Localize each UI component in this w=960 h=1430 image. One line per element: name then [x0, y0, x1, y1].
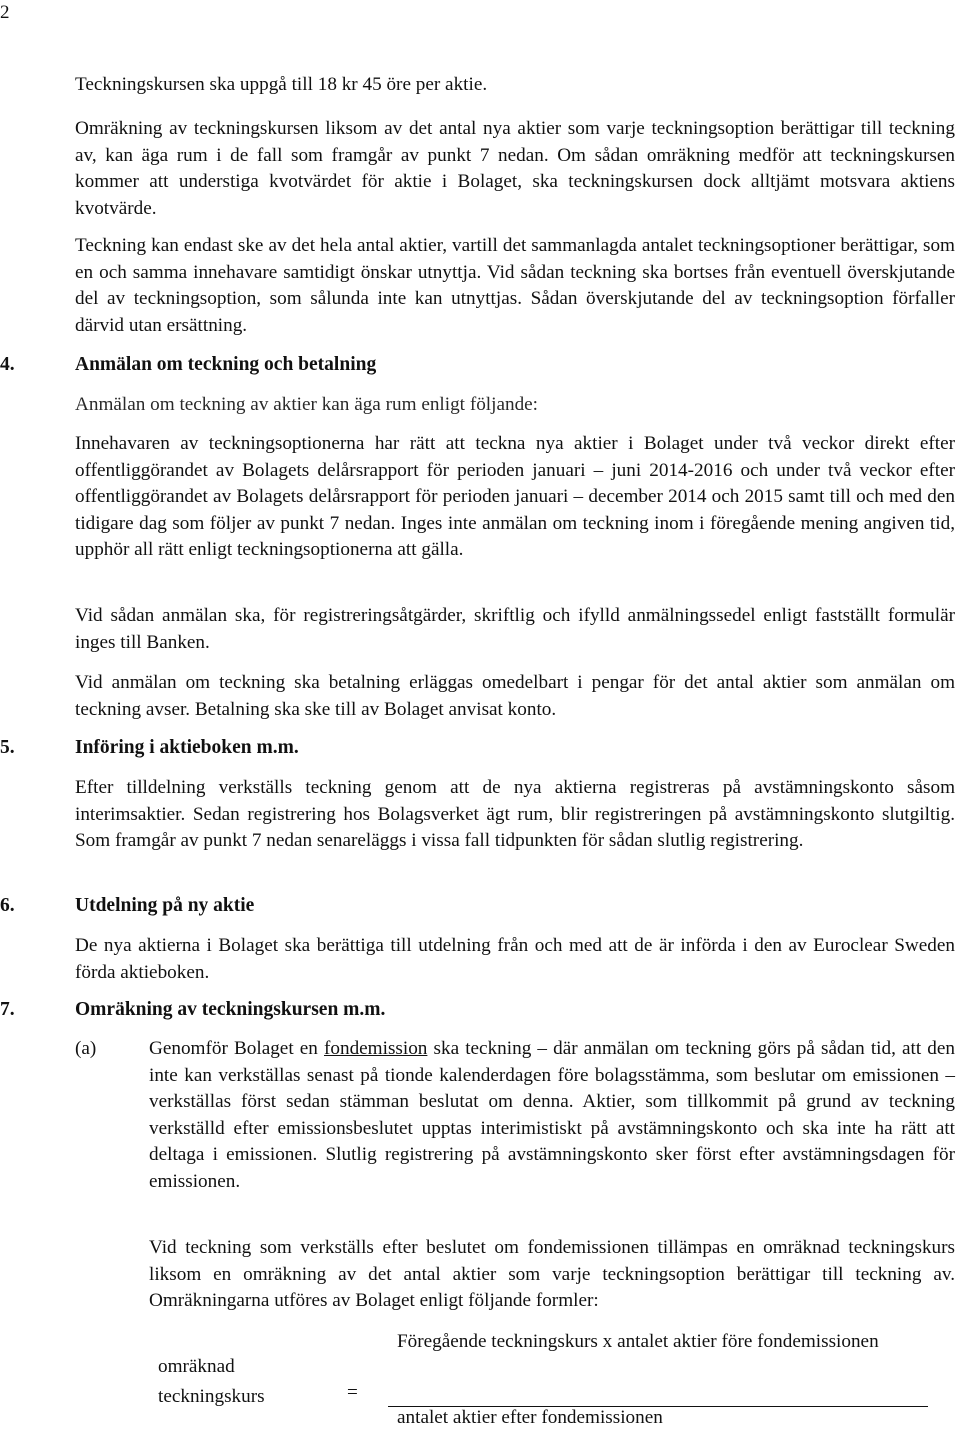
formula-left-side [158, 1352, 265, 1412]
fondemission-term: fondemission [324, 1038, 428, 1059]
subsection-a-text-start: Genomför Bolaget en [149, 1038, 324, 1059]
section-4-intro: Anmälan om teckning av aktier kan äga rum enligt följande: [75, 394, 539, 415]
section-4-paragraph-2: Vid sådan anmälan ska, för registreringsåtgärder, skriftlig och ifylld anmälningssedel enligt fastställt formulär inges till Banken. [75, 605, 955, 653]
section-7-number: 7. [0, 999, 15, 1020]
formula-left-line-2: teckningskurs [158, 1386, 265, 1407]
formula-left-line-1: omräknad [158, 1356, 235, 1377]
page-number: 2 [0, 2, 10, 23]
subsection-a-label: (a) [75, 1038, 97, 1059]
section-5-heading: Införing i aktieboken m.m. [75, 737, 299, 758]
section-6-number: 6. [0, 895, 15, 916]
paragraph-recalculation: Omräkning av teckningskursen liksom av det antal nya aktier som varje teckningsoption berättigar till teckning av, kan äga rum i de fall som framgår av punkt 7 nedan. Om sådan omräkning medför att teckningskursen kommer att understiga kvotvärdet för aktie i Bolaget, ska teckningskursen dock alltjämt motsvara aktiens kvotvärde. [75, 118, 955, 219]
paragraph-subscription-price: Teckningskursen ska uppgå till 18 kr 45 öre per aktie. [75, 74, 488, 95]
section-4-heading: Anmälan om teckning och betalning [75, 354, 377, 375]
section-5-paragraph: Efter tilldelning verkställs teckning genom att de nya aktierna registreras på avstämningskonto såsom interimsaktier. Sedan registrering hos Bolagsverket ägt rum, blir registreringen på avstämningskonto slutgiltig. Som framgår av punkt 7 nedan senareläggs i vissa fall tidpunkten för sådan slutlig registrering. [75, 777, 955, 851]
section-5-number: 5. [0, 737, 15, 758]
subsection-a-paragraph-1 [149, 1036, 955, 1195]
section-4-paragraph-1: Innehavaren av teckningsoptionerna har rätt att teckna nya aktier i Bolaget under två veckor direkt efter offentliggörandet av Bolagets delårsrapport för perioden januari – juni 2014-2016 och under två veckor efter offentliggörandet av Bolagets delårsrapport för perioden januari – december 2014 och 2015 samt till och med den tidigare dag som följer av punkt 7 nedan. Inges inte anmälan om teckning inom i föregående mening angiven tid, upphör all rätt enligt teckningsoptionerna att gälla. [75, 433, 955, 560]
section-6-heading: Utdelning på ny aktie [75, 895, 255, 916]
paragraph-whole-shares: Teckning kan endast ske av det hela antal aktier, vartill det sammanlagda antalet teckningsoptioner berättigar, som en och samma innehavare samtidigt önskar utnyttja. Vid sådan teckning ska bortses från eventuell överskjutande del av teckningsoption, som sålunda inte kan utnyttjas. Sådan överskjutande del av teckningsoption förfaller därvid utan ersättning. [75, 235, 955, 336]
formula-numerator: Föregående teckningskurs x antalet aktier före fondemissionen [397, 1331, 879, 1352]
section-7-heading: Omräkning av teckningskursen m.m. [75, 999, 386, 1020]
section-4-paragraph-3: Vid anmälan om teckning ska betalning erläggas omedelbart i pengar för det antal aktier som anmälan om teckning avser. Betalning ska ske till av Bolaget anvisat konto. [75, 672, 955, 720]
subsection-a-text-rest: ska teckning – där anmälan om teckning görs på sådan tid, att den inte kan verkställas senast på tionde kalenderdagen före bolagsstämma, som beslutar om emissionen – verkställas först sedan stämman beslutat om denna. Aktier, som tillkommit på grund av teckning verkställd efter emissionsbeslutet upptas interimistiskt på avstämningskonto och ska inte ha rätt att deltaga i emissionen. Slutlig registrering på avstämningskonto sker först efter avstämningsdagen för emissionen. [149, 1038, 955, 1192]
subsection-a-paragraph-2: Vid teckning som verkställs efter beslutet om fondemissionen tillämpas en omräknad teckningskurs liksom en omräkning av det antal aktier som varje teckningsoption berättigar till teckning av. Omräkningarna utföres av Bolaget enligt följande formler: [149, 1237, 955, 1311]
section-6-paragraph: De nya aktierna i Bolaget ska berättiga till utdelning från och med att de är införda i den av Euroclear Sweden förda aktieboken. [75, 935, 955, 983]
section-4-number: 4. [0, 354, 15, 375]
formula-equals-sign: = [347, 1382, 358, 1403]
formula-denominator: antalet aktier efter fondemissionen [397, 1407, 663, 1428]
